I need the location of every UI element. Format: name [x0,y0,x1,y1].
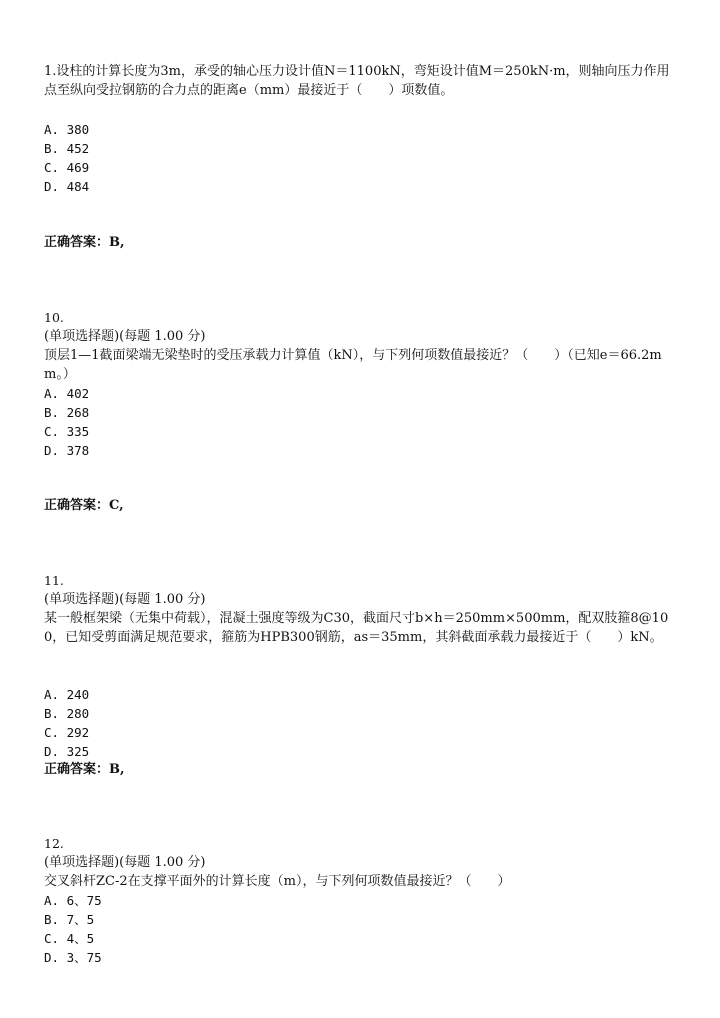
option-a: A. 240 [44,687,90,702]
question-10-answer [44,496,684,515]
option-d: D. 378 [44,443,90,458]
option-a: A. 402 [44,386,90,401]
question-meta: (单项选择题)(每题 1.00 分) [44,855,206,870]
option-d: D. 484 [44,179,90,194]
question-12-options [44,891,684,967]
document-page [44,0,684,1018]
option-b: B. 268 [44,405,90,420]
correct-answer: 正确答案：B, [44,762,125,777]
question-1-options [44,120,684,196]
option-a: A. 6、75 [44,893,102,908]
question-11-answer [44,760,684,779]
option-c: C. 4、5 [44,931,95,946]
question-12 [44,834,684,891]
question-meta: (单项选择题)(每题 1.00 分) [44,592,206,607]
option-d: D. 325 [44,744,90,759]
question-10 [44,308,684,384]
question-text: 某一般框架梁（无集中荷载），混凝土强度等级为C30，截面尺寸b×h＝250mm×500mm，配双肢箍8@100，已知受剪面满足规范要求，箍筋为HPB300钢筋，as＝35mm，其斜截面承载力最接近于（ ）kN。 [44,611,669,645]
question-11 [44,571,684,647]
correct-answer: 正确答案：B, [44,235,125,250]
question-1 [44,62,684,100]
question-number: 12. [44,836,64,851]
option-c: C. 335 [44,424,90,439]
question-11-options [44,685,684,761]
option-c: C. 292 [44,725,90,740]
question-number: 11. [44,573,64,588]
option-a: A. 380 [44,122,90,137]
question-1-answer [44,233,684,252]
question-text: 交叉斜杆ZC-2在支撑平面外的计算长度（m），与下列何项数值最接近？（ ） [44,874,511,889]
question-meta: (单项选择题)(每题 1.00 分) [44,329,206,344]
option-b: B. 7、5 [44,912,95,927]
option-d: D. 3、75 [44,950,102,965]
question-text: 顶层1—1截面梁端无梁垫时的受压承载力计算值（kN），与下列何项数值最接近？（ ）（已知e＝66.2mm。） [44,348,662,382]
option-c: C. 469 [44,160,90,175]
option-b: B. 452 [44,141,90,156]
question-10-options [44,384,684,460]
correct-answer: 正确答案：C, [44,498,124,513]
question-text: 1.设柱的计算长度为3m，承受的轴心压力设计值N＝1100kN，弯矩设计值M＝250kN·m，则轴向压力作用点至纵向受拉钢筋的合力点的距离e（mm）最接近于（ ）项数值。 [44,64,670,98]
option-b: B. 280 [44,706,90,721]
question-number: 10. [44,310,64,325]
